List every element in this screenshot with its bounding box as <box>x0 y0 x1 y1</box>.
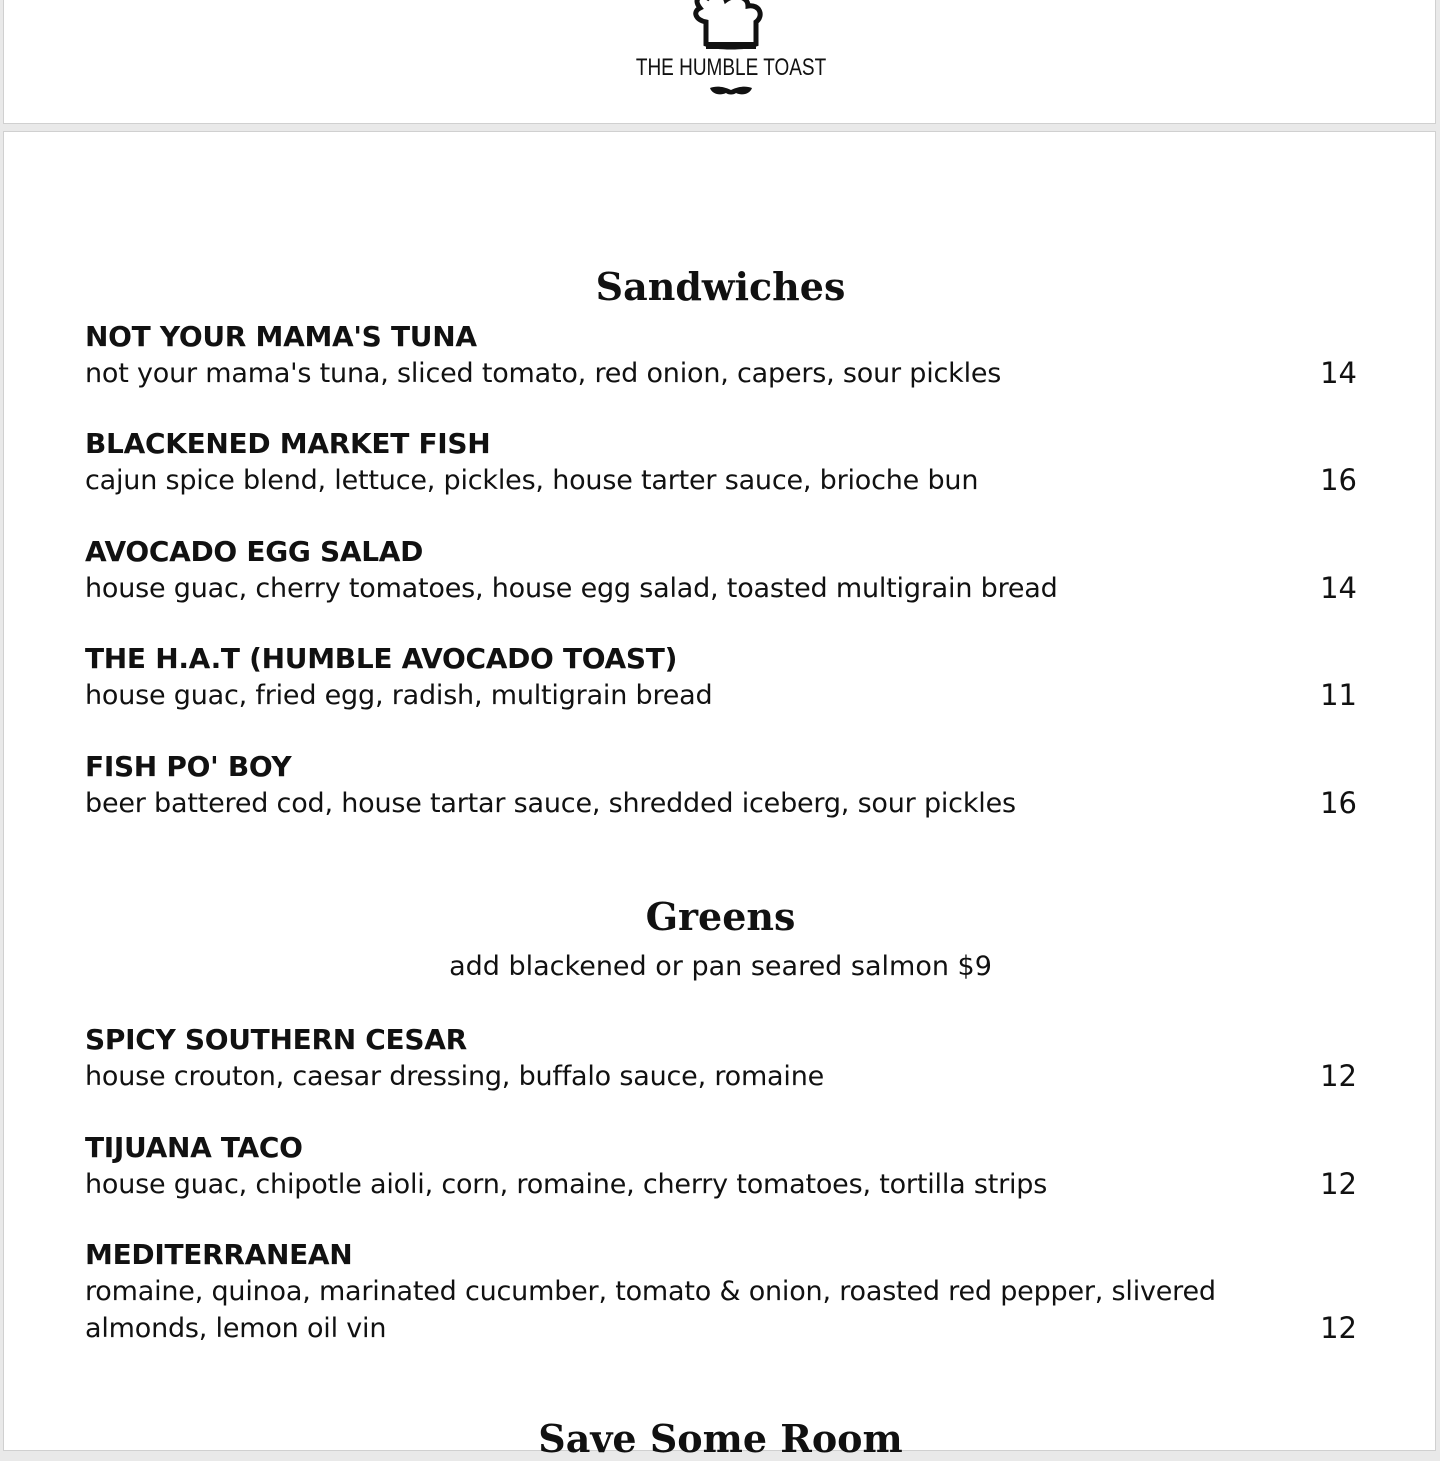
item-name: BLACKENED MARKET FISH <box>85 427 491 460</box>
item-price: 14 <box>1320 571 1357 605</box>
menu-item <box>85 319 1357 392</box>
chef-hat-mustache-icon <box>635 0 827 104</box>
restaurant-logo <box>635 0 827 104</box>
menu-item <box>85 426 1357 499</box>
item-price: 16 <box>1320 463 1357 497</box>
item-price: 12 <box>1320 1059 1357 1093</box>
item-name: MEDITERRANEAN <box>85 1238 353 1271</box>
menu-item <box>85 1022 1357 1095</box>
menu-page <box>3 131 1436 1461</box>
section-title-save-some-room: Save Some Room <box>538 1416 903 1461</box>
item-description: house guac, cherry tomatoes, house egg salad, toasted multigrain bread <box>85 573 1058 604</box>
menu-item <box>85 1237 1357 1347</box>
item-price: 12 <box>1320 1167 1357 1201</box>
item-description: romaine, quinoa, marinated cucumber, tomato & onion, roasted red pepper, slivered almonds, lemon oil vin <box>85 1276 1216 1344</box>
logo-text: THE HUMBLE TOAST <box>635 54 827 81</box>
item-price: 12 <box>1320 1311 1357 1345</box>
item-description: cajun spice blend, lettuce, pickles, house tarter sauce, brioche bun <box>85 465 979 496</box>
menu-item <box>85 1130 1357 1203</box>
item-price: 11 <box>1320 678 1357 712</box>
header-card <box>3 0 1436 124</box>
item-name: FISH PO' BOY <box>85 750 292 783</box>
item-description: house guac, fried egg, radish, multigrain bread <box>85 680 713 711</box>
menu-item <box>85 641 1357 714</box>
item-description: house guac, chipotle aioli, corn, romaine, cherry tomatoes, tortilla strips <box>85 1169 1048 1200</box>
item-description: house crouton, caesar dressing, buffalo sauce, romaine <box>85 1061 825 1092</box>
section-note: add blackened or pan seared salmon $9 <box>449 951 992 982</box>
item-name: NOT YOUR MAMA'S TUNA <box>85 320 477 353</box>
menu-item <box>85 534 1357 607</box>
menu-item <box>85 749 1357 822</box>
item-name: TIJUANA TACO <box>85 1131 303 1164</box>
item-name: THE H.A.T (HUMBLE AVOCADO TOAST) <box>85 642 678 675</box>
item-price: 14 <box>1320 356 1357 390</box>
item-name: SPICY SOUTHERN CESAR <box>85 1023 467 1056</box>
section-title-sandwiches: Sandwiches <box>595 264 846 309</box>
item-description: not your mama's tuna, sliced tomato, red onion, capers, sour pickles <box>85 358 1002 389</box>
item-description: beer battered cod, house tartar sauce, shredded iceberg, sour pickles <box>85 788 1016 819</box>
item-name: AVOCADO EGG SALAD <box>85 535 424 568</box>
section-title-greens: Greens <box>645 894 796 939</box>
item-price: 16 <box>1320 786 1357 820</box>
